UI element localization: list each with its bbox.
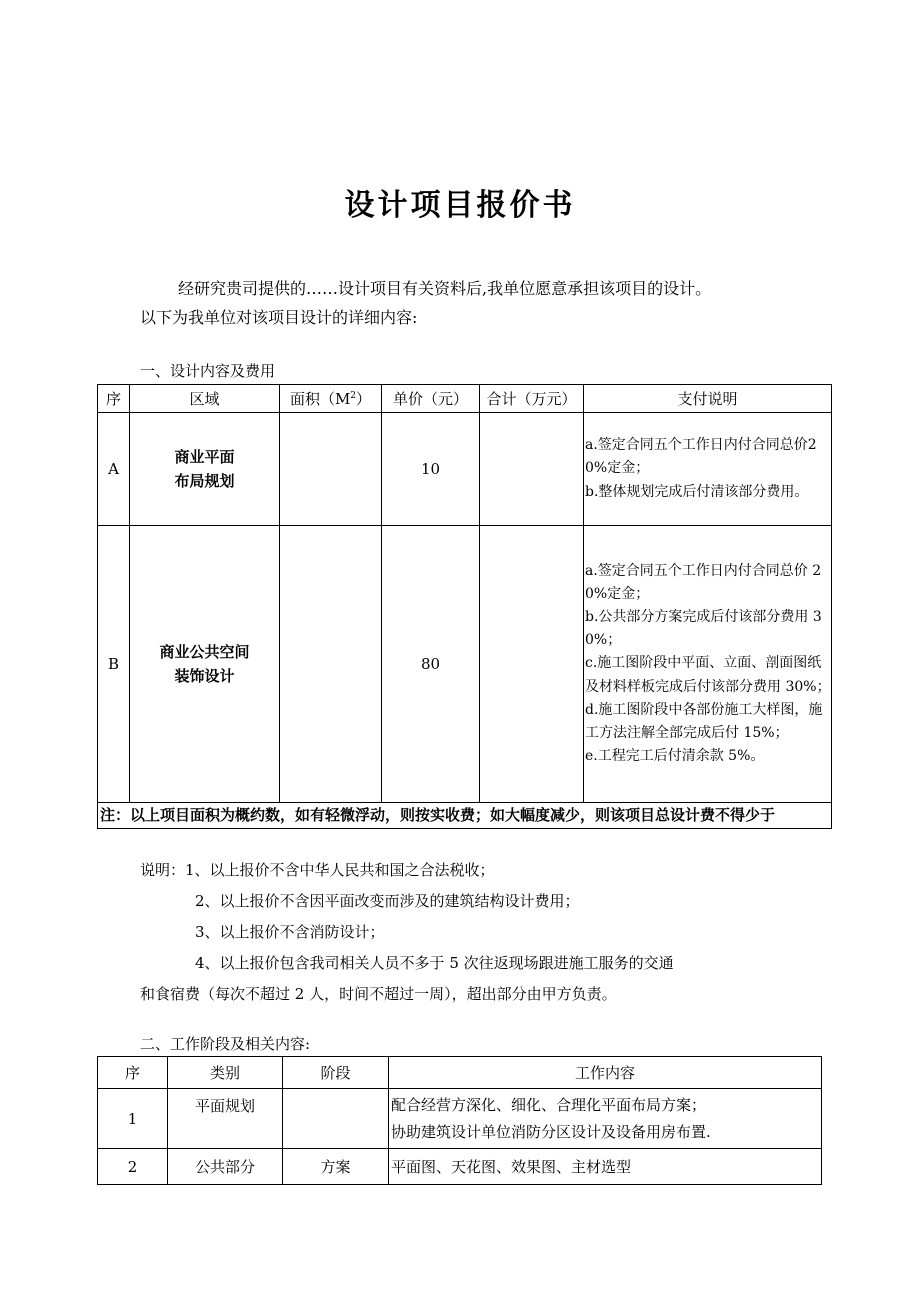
row-payment: a.签定合同五个工作日内付合同总价20%定金； b.整体规划完成后付清该部分费用。: [584, 413, 832, 526]
row-stage: 方案: [283, 1149, 389, 1185]
row-total: [480, 413, 584, 526]
row-seq: B: [98, 526, 130, 803]
header-area: 区域: [130, 385, 280, 413]
fee-table-header: [98, 385, 832, 413]
row-area-size: [280, 413, 382, 526]
section-1-heading: 一、设计内容及费用: [140, 362, 276, 380]
row-area-size: [280, 526, 382, 803]
remarks: [140, 855, 674, 1010]
header-work-content: 工作内容: [389, 1057, 822, 1089]
remark-1: 说明：1、以上报价不含中华人民共和国之合法税收；: [140, 861, 495, 879]
remark-5: 和食宿费（每次不超过 2 人，时间不超过一周），超出部分由甲方负责。: [140, 985, 617, 1003]
row-total: [480, 526, 584, 803]
row-unit-price: 80: [382, 526, 480, 803]
fee-note: 注：以上项目面积为概约数，如有轻微浮动，则按实收费；如大幅度减少，则该项目总设计费不得少于: [98, 803, 832, 829]
page-title: 设计项目报价书: [344, 188, 576, 223]
header-seq: 序: [98, 385, 130, 413]
work-table-header: [98, 1057, 822, 1089]
row-area-name: 商业公共空间 装饰设计: [130, 526, 280, 803]
row-payment: a.签定合同五个工作日内付合同总价 20%定金； b.公共部分方案完成后付该部分费用 30%； c.施工图阶段中平面、立面、剖面图纸及材料样板完成后付该部分费用 30%； d.施工图阶段中各部份施工大样图，施工方法注解全部完成后付 15%； e.工程完工后付清余款 5%。: [584, 526, 832, 803]
row-area-name: 商业平面 布局规划: [130, 413, 280, 526]
remark-4: 4、以上报价包含我司相关人员不多于 5 次往返现场跟进施工服务的交通: [195, 954, 674, 972]
intro-line-1: 经研究贵司提供的……设计项目有关资料后,我单位愿意承担该项目的设计。: [178, 279, 712, 298]
row-seq: A: [98, 413, 130, 526]
work-stage-table: [97, 1056, 822, 1185]
row-work-content: 平面图、天花图、效果图、主材选型: [389, 1149, 822, 1185]
row-seq: 1: [98, 1089, 168, 1149]
table-row: [98, 413, 832, 526]
header-unit-price: 单价（元）: [382, 385, 480, 413]
table-row: [98, 1089, 822, 1149]
table-row: [98, 1149, 822, 1185]
section-2-heading: 二、工作阶段及相关内容:: [140, 1035, 311, 1053]
row-work-content: 配合经营方深化、细化、合理化平面布局方案； 协助建筑设计单位消防分区设计及设备用房布置.: [389, 1089, 822, 1149]
header-area-size: 面积$(M^2)$: [280, 385, 382, 413]
header-total: 合计（万元）: [480, 385, 584, 413]
header-payment: 支付说明: [584, 385, 832, 413]
row-unit-price: 10: [382, 413, 480, 526]
remark-2: 2、以上报价不含因平面改变而涉及的建筑结构设计费用；: [195, 892, 580, 910]
row-seq: 2: [98, 1149, 168, 1185]
header-category: 类别: [168, 1057, 283, 1089]
row-category: 平面规划: [168, 1089, 283, 1149]
header-stage: 阶段: [283, 1057, 389, 1089]
row-category: 公共部分: [168, 1149, 283, 1185]
header-seq: 序: [98, 1057, 168, 1089]
row-stage: [283, 1089, 389, 1149]
remark-3: 3、以上报价不含消防设计；: [195, 923, 385, 941]
fee-table: [97, 384, 832, 829]
intro-line-2: 以下为我单位对该项目设计的详细内容:: [140, 308, 418, 327]
table-row: [98, 526, 832, 803]
note-row: [98, 803, 832, 829]
